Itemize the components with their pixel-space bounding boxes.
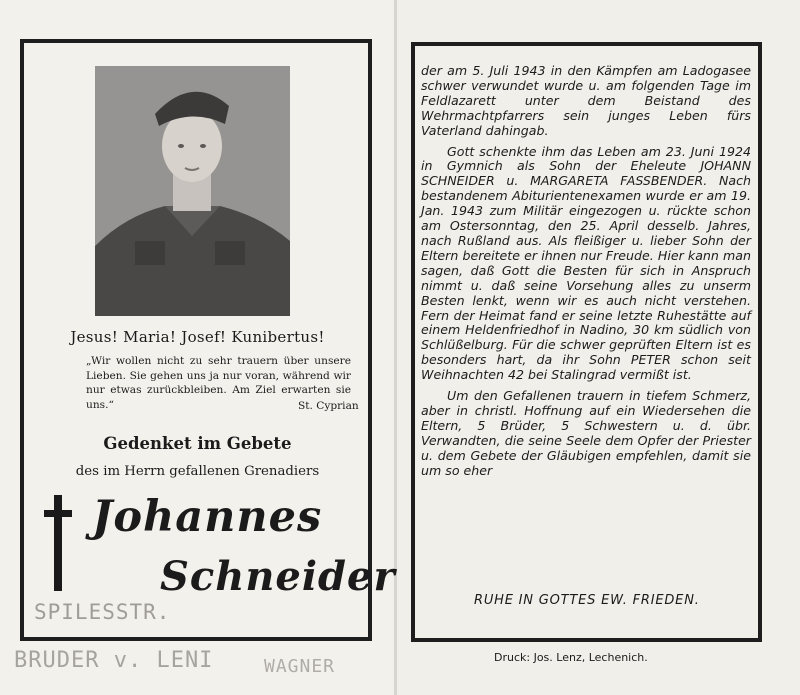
remembrance-subtitle: des im Herrn gefallenen Grenadiers <box>75 464 320 479</box>
deceased-first-name: Johannes <box>92 492 323 542</box>
soldier-portrait-photo <box>95 66 290 316</box>
biography-paragraph: Um den Gefallenen trauern in tiefem Schmerz, aber in christl. Hoffnung auf ein Wiedersehen die Eltern, 5 Brüder, 5 Schwestern u. d. übr. Verwandten, die seine Seele dem Opfer der Priester u. dem Gebete der Gläubigen empfehlen, damit sie um so eher <box>421 388 751 478</box>
biography-paragraph: der am 5. Juli 1943 in den Kämpfen am Ladogasee schwer verwundet wurde u. am folgenden Tage im Feldlazarett unter dem Beistand des Wehrmachtpfarrers sein junges Leben fürs Vaterland dahingab. <box>421 63 751 138</box>
handwritten-brother-note: BRUDER v. LENI <box>14 648 214 673</box>
invocation-heading: Jesus! Maria! Josef! Kunibertus! <box>70 328 325 346</box>
biography-paragraph: Gott schenkte ihm das Leben am 23. Juni 1924 in Gymnich als Sohn der Eheleute JOHANN SCHNEIDER u. MARGARETA FASSBENDER. Nach bestandenem Abiturientenexamen wurde er am 19. Jan. 1943 zum Militär eingezogen u. rückte schon am Ostersonntag, den 25. April desselb. Jahres, nach Rußland aus. Als fleißiger u. lieber Sohn der Eltern bereitete er ihnen nur Freude. Hier kann man sagen, daß Gott die Besten für sich in Anspruch nimmt u. daß seine Vorsehung alles zu unserm Besten lenkt, wenn wir es auch nicht verstehen. Fern der Heimat fand er seine letzte Ruhestätte auf einem Heldenfriedhof in Nadino, 30 km südlich von Schlüßelburg. Für die schwer geprüften Eltern ist es besonders hart, da ihr Sohn PETER schon seit Weihnachten 42 bei Stalingrad vermißt ist. <box>421 143 751 383</box>
quote-source: St. Cyprian <box>298 400 359 412</box>
memorial-quote: „Wir wollen nicht zu sehr trauern über unsere Lieben. Sie gehen uns ja nur voran, während wir nur etwas zurückbleiben. Am Ziel erwarten sie uns.“ <box>86 355 351 411</box>
biography-text <box>421 64 751 478</box>
handwritten-wagner-note: WAGNER <box>264 656 336 677</box>
deceased-last-name: Schneider <box>160 553 396 600</box>
handwritten-street-note: SPILESSTR. <box>34 600 171 624</box>
closing-blessing: RUHE IN GOTTES EW. FRIEDEN. <box>474 593 700 608</box>
remembrance-heading: Gedenket im Gebete <box>103 434 292 453</box>
cross-icon <box>44 495 72 591</box>
printer-imprint: Druck: Jos. Lenz, Lechenich. <box>494 651 648 664</box>
